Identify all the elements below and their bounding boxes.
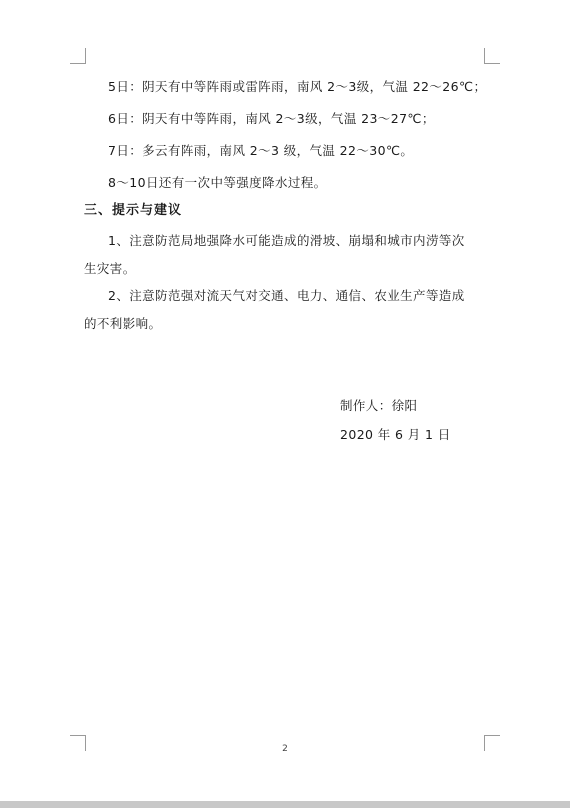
forecast-day-7: 7日：多云有阵雨，南风 2～3 级，气温 22～30℃。 [108, 143, 414, 158]
advice-item-2-line-1: 2、注意防范强对流天气对交通、电力、通信、农业生产等造成 [108, 288, 465, 303]
page-number: 2 [282, 744, 288, 754]
section-heading: 三、提示与建议 [84, 203, 183, 218]
advice-item-1-line-1: 1、注意防范局地强降水可能造成的滑坡、崩塌和城市内涝等次 [108, 233, 465, 248]
advice-item-1-line-2: 生灾害。 [84, 261, 136, 276]
signature-author: 制作人：徐阳 [340, 398, 418, 413]
forecast-day-5: 5日：阴天有中等阵雨或雷阵雨，南风 2～3级，气温 22～26℃； [108, 79, 487, 94]
signature-date: 2020 年 6 月 1 日 [340, 427, 451, 442]
forecast-note: 8～10日还有一次中等强度降水过程。 [108, 175, 327, 190]
crop-mark-top-left [70, 48, 86, 64]
forecast-day-6: 6日：阴天有中等阵雨，南风 2～3级，气温 23～27℃； [108, 111, 435, 126]
advice-item-2-line-2: 的不利影响。 [84, 316, 162, 331]
viewer-bottom-strip [0, 801, 570, 808]
crop-mark-top-right [484, 48, 500, 64]
